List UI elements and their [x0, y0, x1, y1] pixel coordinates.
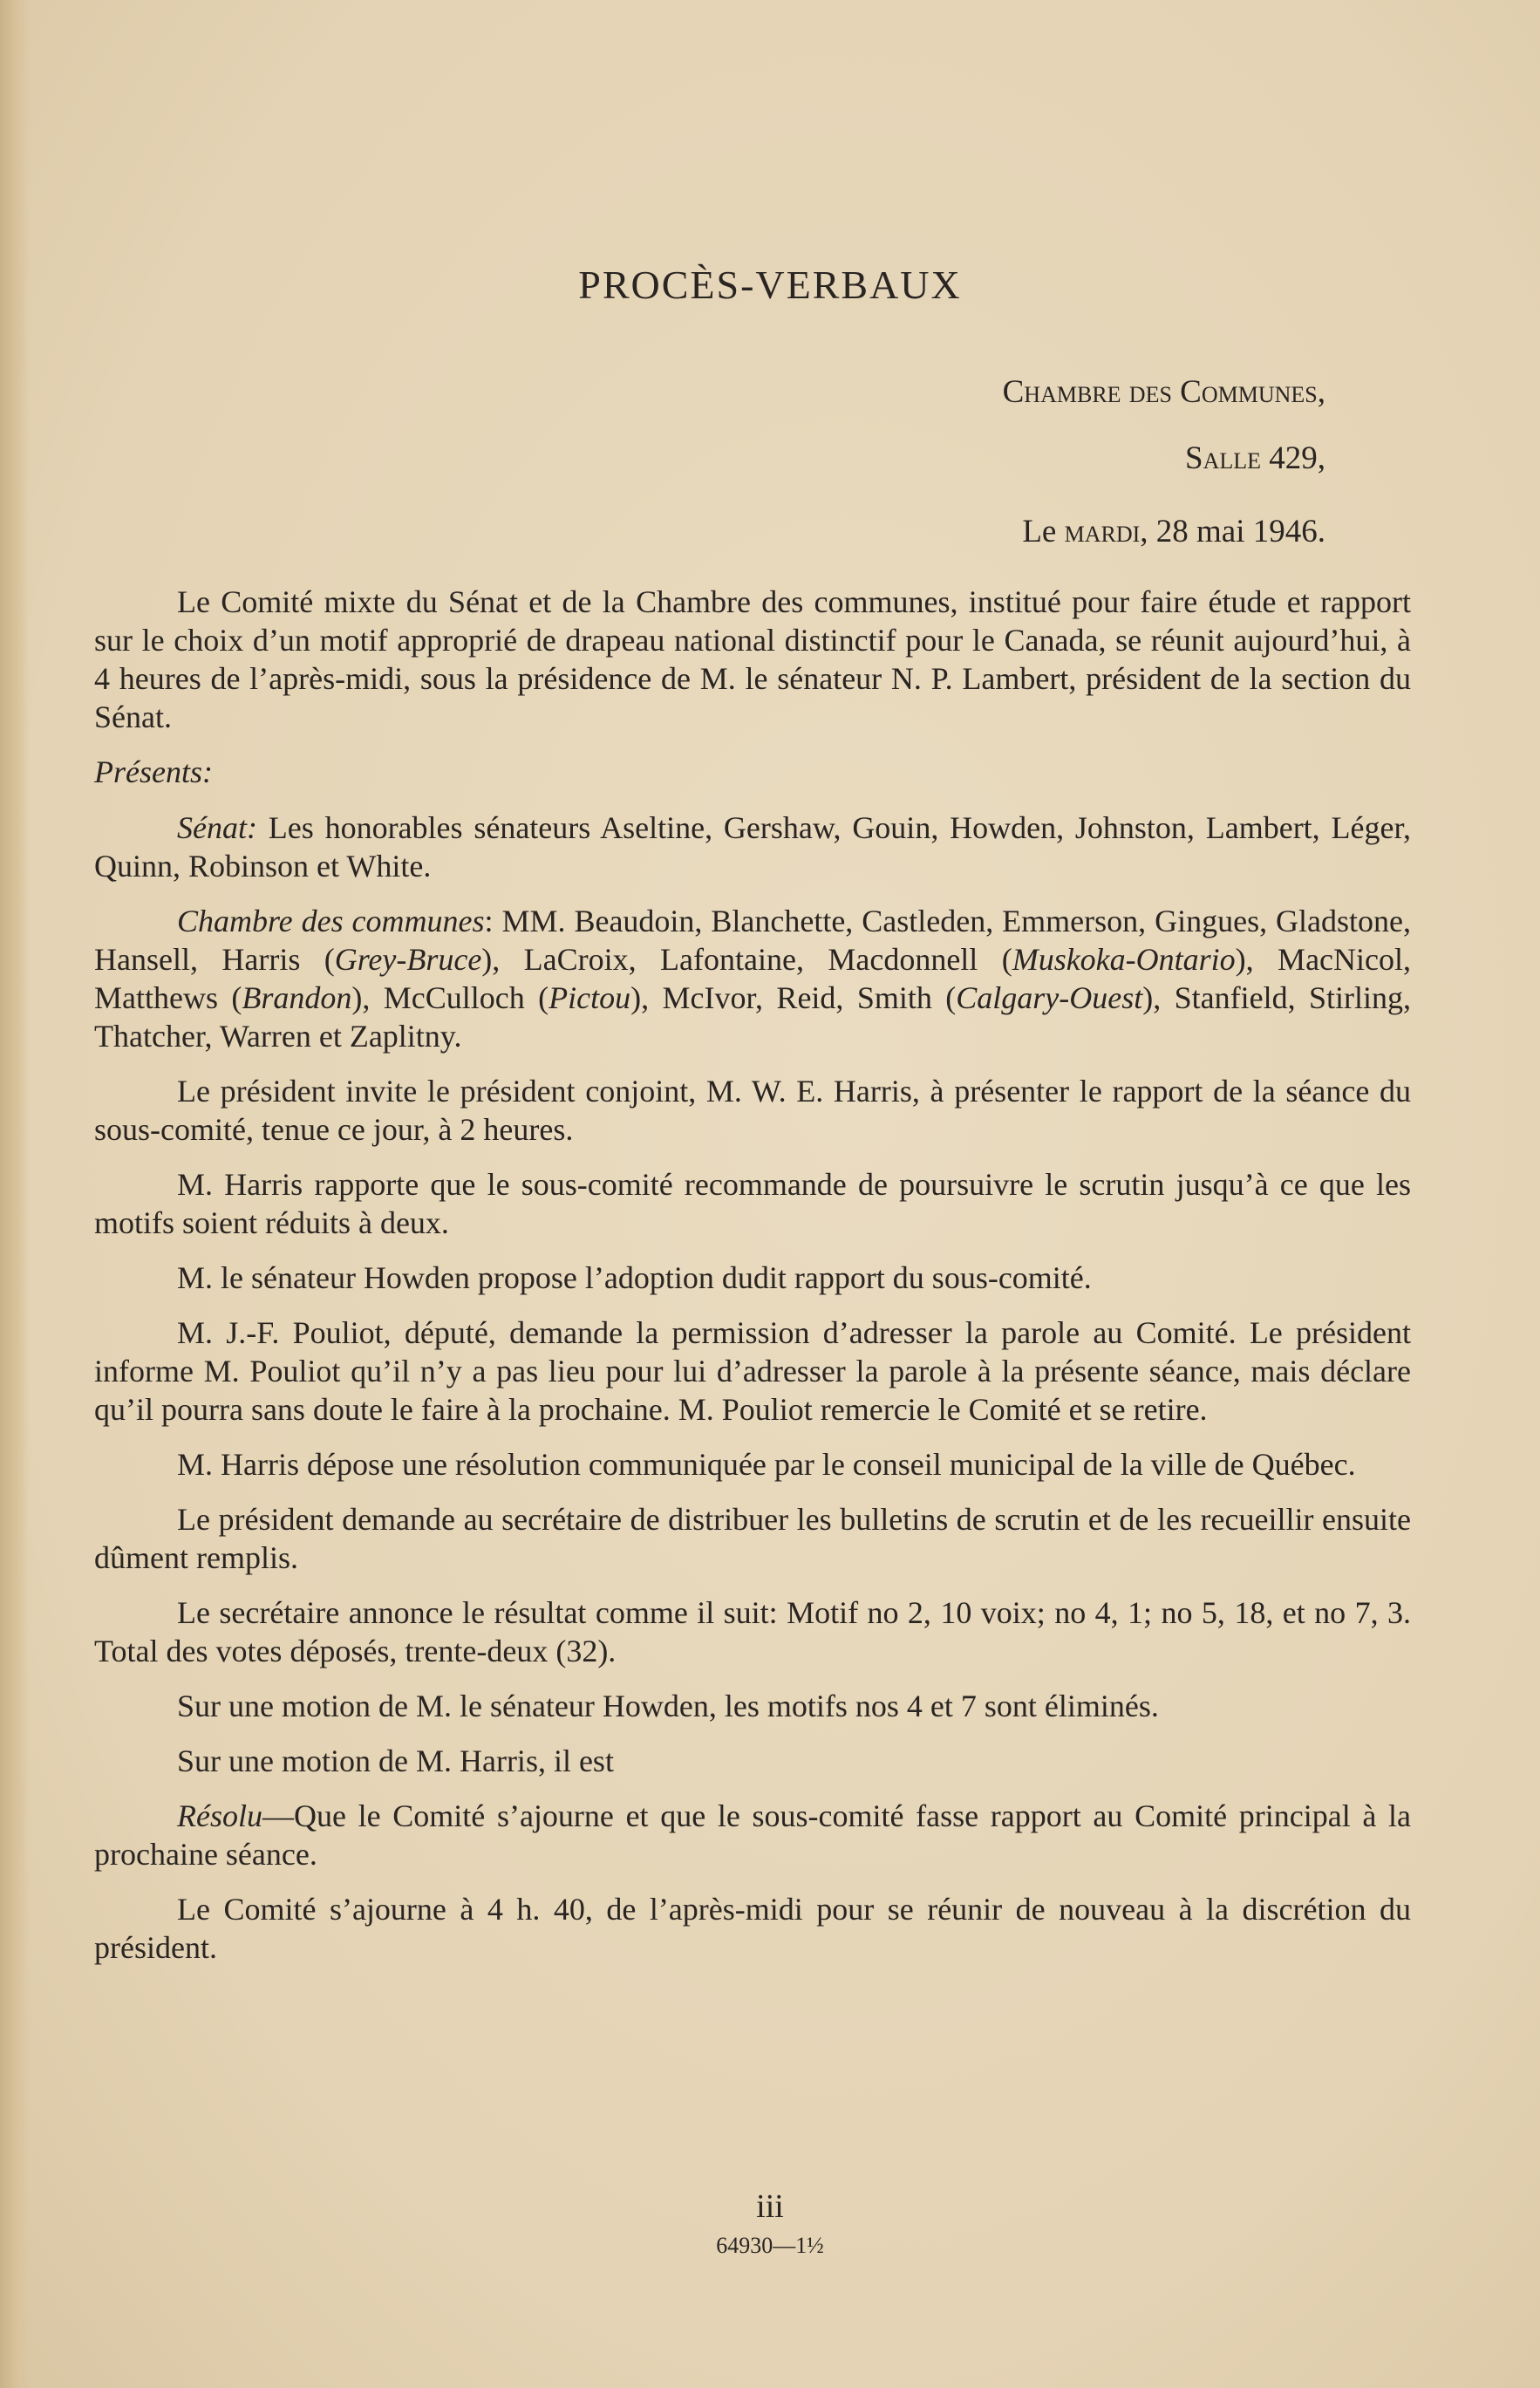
riding-brandon: Brandon [242, 980, 352, 1015]
commons-text-4: ), McCulloch ( [351, 980, 549, 1015]
date-day: mardi [1064, 514, 1141, 549]
senate-members-paragraph [94, 809, 1411, 885]
riding-muskoka-ontario: Muskoka-Ontario [1012, 942, 1236, 977]
page-binding-edge [0, 0, 30, 2388]
resolution-paragraph [94, 1797, 1411, 1873]
paragraph-harris-motion: Sur une motion de M. Harris, il est [177, 1743, 614, 1778]
resolu-text: —Que le Comité s’ajourne et que le sous-comité fasse rapport au Comité principal à la prochaine séance. [94, 1798, 1411, 1872]
print-code: 64930—1½ [716, 2233, 824, 2258]
senate-members: Les honorables sénateurs Aseltine, Gershaw, Gouin, Howden, Johnston, Lambert, Léger, Quinn, Robinson et White. [94, 810, 1411, 884]
presents-label-text: Présents: [94, 754, 213, 789]
riding-grey-bruce: Grey-Bruce [334, 942, 482, 977]
commons-members-paragraph [94, 902, 1411, 1055]
intro-paragraph: Le Comité mixte du Sénat et de la Chambre des communes, institué pour faire étude et rapport sur le choix d’un motif approprié de drapeau national distinctif pour le Canada, se réunit aujourd’hui, à 4 heures de l’après-midi, sous la présidence de M. le sénateur N. P. Lambert, président de la section du Sénat. [94, 584, 1411, 734]
location-line-2: Salle 429, [1185, 440, 1325, 476]
riding-calgary-ouest: Calgary-Ouest [956, 980, 1143, 1015]
date-prefix: Le [1022, 514, 1065, 549]
commons-text-3: ), MacNicol, Matthews ( [94, 942, 1412, 1015]
paragraph-ballots: Le président demande au secrétaire de distribuer les bulletins de scrutin et de les recueillir ensuite dûment remplis. [94, 1502, 1411, 1575]
paragraph-vote-results: Le secrétaire annonce le résultat comme il suit: Motif no 2, 10 voix; no 4, 1; no 5, 18, et no 7, 3. Total des votes déposés, trente-deux (32). [94, 1595, 1411, 1668]
commons-text-5: ), McIvor, Reid, Smith ( [630, 980, 957, 1015]
paragraph-quebec-resolution: M. Harris dépose une résolution communiquée par le conseil municipal de la ville de Québec. [177, 1447, 1356, 1482]
meeting-date [1022, 513, 1325, 550]
closing-paragraph: Le Comité s’ajourne à 4 h. 40, de l’après-midi pour se réunir de nouveau à la discrétion du président. [94, 1892, 1411, 1965]
paragraph-motifs-eliminated: Sur une motion de M. le sénateur Howden, les motifs nos 4 et 7 sont éliminés. [177, 1689, 1159, 1723]
commons-text-1: : MM. Beaudoin, Blanchette, Castleden, Emmerson, Gingues, Gladstone, Hansell, Harris ( [94, 904, 1412, 977]
paragraph-pouliot: M. J.-F. Pouliot, député, demande la permission d’adresser la parole au Comité. Le président informe M. Pouliot qu’il n’y a pas lieu pour lui d’adresser la parole à la présente séance, mais déclare qu’il pourra sans doute le faire à la prochaine. M. Pouliot remercie le Comité et se retire. [94, 1315, 1411, 1427]
page-number: iii [756, 2188, 784, 2225]
paragraph-joint-chair: Le président invite le président conjoint, M. W. E. Harris, à présenter le rapport de la séance du sous-comité, tenue ce jour, à 2 heures. [94, 1074, 1411, 1147]
page-title: PROCÈS-VERBAUX [578, 263, 962, 307]
paragraph-adoption: M. le sénateur Howden propose l’adoption dudit rapport du sous-comité. [177, 1260, 1092, 1295]
date-rest: , 28 mai 1946. [1140, 514, 1325, 549]
presents-label [94, 753, 1411, 791]
riding-pictou: Pictou [549, 980, 631, 1015]
senate-label: Sénat: [177, 810, 257, 845]
location-line-1: Chambre des Communes, [1002, 374, 1325, 410]
minutes-body [94, 583, 1411, 1983]
commons-label: Chambre des communes [177, 904, 485, 938]
resolu-label: Résolu [177, 1798, 262, 1833]
commons-text-6: ), Stanfield, Stirling, Thatcher, Warren et Zaplitny. [94, 980, 1412, 1054]
commons-text-2: ), LaCroix, Lafontaine, Macdonnell ( [481, 942, 1012, 977]
paragraph-subcommittee-report: M. Harris rapporte que le sous-comité recommande de poursuivre le scrutin jusqu’à ce que les motifs soient réduits à deux. [94, 1167, 1411, 1240]
